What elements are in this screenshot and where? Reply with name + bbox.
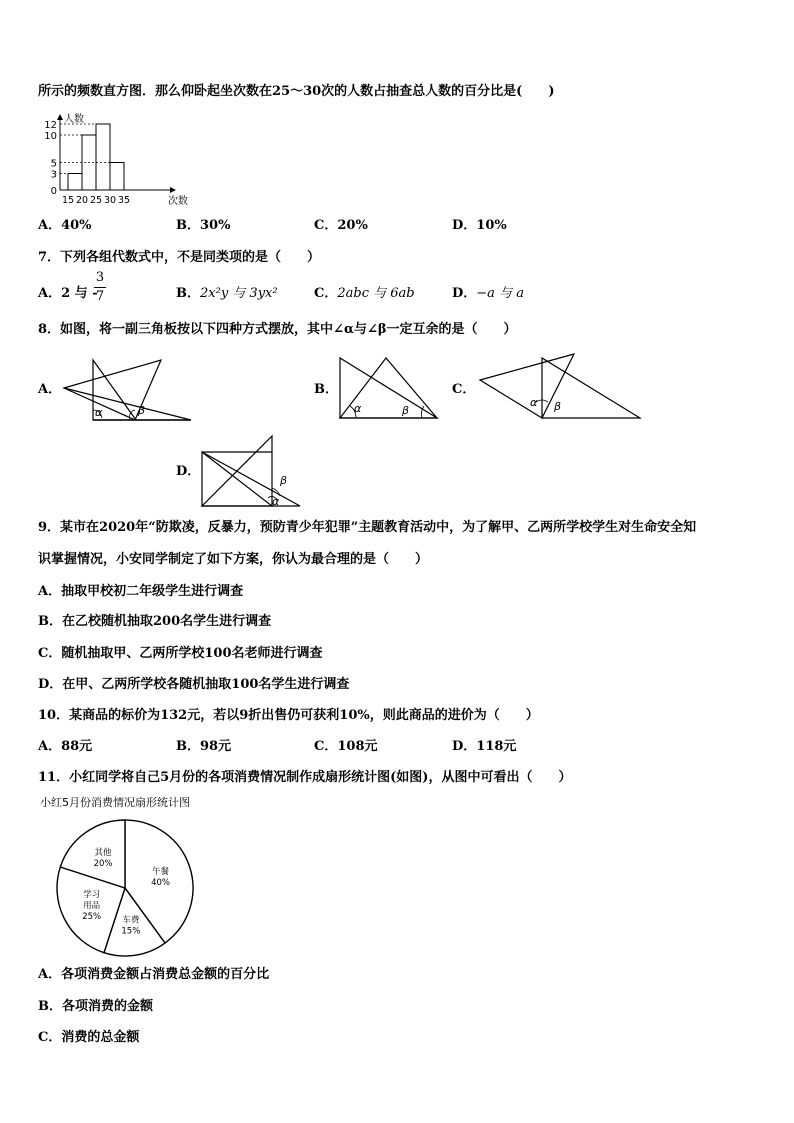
x-tick-label: 25 — [89, 195, 103, 206]
pie-slice-label: 午餐 — [152, 866, 170, 877]
q10-stem: 10．某商品的标价为132元，若以9折出售仍可获利10%，则此商品的进价为（ ） — [38, 708, 539, 723]
y-tick-label: 10 — [44, 131, 57, 142]
pie-slice-label: 20% — [93, 859, 113, 870]
q6-option-c: C．20% — [314, 218, 368, 233]
fraction-bar — [94, 287, 106, 288]
q8-figure-d — [198, 434, 308, 510]
q9-option-c: C．随机抽取甲、乙两所学校100名老师进行调查 — [38, 646, 323, 661]
q7-stem: 7．下列各组代数式中，不是同类项的是（ ） — [38, 250, 321, 265]
q8-label-c: C． — [452, 382, 476, 397]
pie-slice-label: 其他 — [94, 848, 112, 859]
q6-option-d: D．10% — [452, 218, 507, 233]
histogram-bar — [68, 174, 82, 191]
q10-option-b: B．98元 — [176, 739, 232, 754]
beta-label: β — [402, 404, 410, 417]
pie-slice-label: 用品 — [83, 900, 101, 911]
q7-fraction — [94, 270, 106, 305]
q8-label-a: A． — [38, 382, 62, 397]
q6-option-a: A．40% — [38, 218, 92, 233]
y-tick-label: 3 — [50, 169, 57, 181]
alpha-label: α — [95, 406, 103, 419]
q9-option-b: B．在乙校随机抽取200名学生进行调查 — [38, 614, 272, 629]
y-axis-arrow — [57, 114, 63, 120]
q7-option-d: D．−a 与 a — [452, 286, 524, 301]
pie-slice-label: 15% — [121, 926, 141, 937]
q10-option-a: A．88元 — [38, 739, 93, 754]
beta-label: β — [280, 474, 288, 487]
x-axis-label: 次数 — [168, 196, 188, 207]
q7-fraction-denominator: 7 — [95, 289, 105, 304]
q10-option-c: C．108元 — [314, 739, 378, 754]
q9-option-d: D．在甲、乙两所学校各随机抽取100名学生进行调查 — [38, 677, 350, 692]
y-tick-label: 5 — [50, 158, 57, 170]
q11-option-a: A．各项消费金额占消费总金额的百分比 — [38, 967, 270, 982]
x-tick-label: 35 — [117, 195, 131, 206]
q11-stem: 11．小红同学将自己5月份的各项消费情况制作成扇形统计图(如图)，从图中可看出（ ） — [38, 770, 572, 785]
pie-chart — [52, 815, 202, 965]
alpha-label: α — [354, 402, 362, 415]
y-tick-label: 12 — [44, 120, 57, 131]
y-tick-label: 0 — [50, 186, 57, 197]
q7-option-c: C．2abc 与 6ab — [314, 286, 415, 301]
q11-option-b: B．各项消费的金额 — [38, 999, 153, 1014]
q8-label-d: D． — [176, 464, 201, 479]
q11-option-c: C．消费的总金额 — [38, 1030, 140, 1045]
q9-stem-line2: 识掌握情况，小安同学制定了如下方案，你认为最合理的是（ ） — [38, 552, 429, 567]
histogram — [30, 112, 200, 208]
beta-label: β — [138, 404, 146, 417]
q8-figure-c — [474, 352, 644, 422]
q9-stem-line1: 9．某市在2020年“防欺凌，反暴力，预防青少年犯罪”主题教育活动中，为了解甲、乙两所学校学生对生命安全知 — [38, 520, 697, 535]
pie-slice-label: 40% — [151, 877, 171, 888]
alpha-label: α — [272, 495, 280, 508]
pie-slice-label: 25% — [82, 911, 102, 922]
x-tick-label: 15 — [61, 195, 75, 206]
y-axis-label: 人数 — [64, 114, 84, 125]
q8-stem: 8．如图，将一副三角板按以下四种方式摆放，其中∠α与∠β一定互余的是（ ） — [38, 322, 517, 337]
q8-figure-b — [334, 356, 444, 426]
q8-label-b: B． — [314, 382, 338, 397]
alpha-label: α — [530, 396, 538, 409]
pie-slice-label: 学习 — [83, 889, 101, 900]
beta-label: β — [554, 400, 562, 413]
x-tick-label: 20 — [75, 195, 89, 206]
q9-option-a: A．抽取甲校初二年级学生进行调查 — [38, 584, 244, 599]
q6-option-b: B．30% — [176, 218, 231, 233]
q7-option-b: B．2x²y 与 3yx² — [176, 286, 278, 301]
pie-slice-label: 车费 — [122, 915, 140, 926]
x-tick-label: 30 — [103, 195, 117, 206]
q7-fraction-numerator: 3 — [95, 270, 105, 285]
x-axis-arrow — [170, 187, 176, 193]
pie-chart-title: 小红5月份消费情况扇形统计图 — [40, 796, 190, 809]
q7-option-a: A．2 与 - — [38, 286, 98, 301]
q8-figure-a — [58, 358, 198, 428]
q6-stem: 所示的频数直方图．那么仰卧起坐次数在25～30次的人数占抽查总人数的百分比是( ) — [38, 84, 555, 99]
histogram-bar — [96, 124, 110, 190]
q10-option-d: D．118元 — [452, 739, 517, 754]
histogram-bar — [110, 163, 124, 191]
